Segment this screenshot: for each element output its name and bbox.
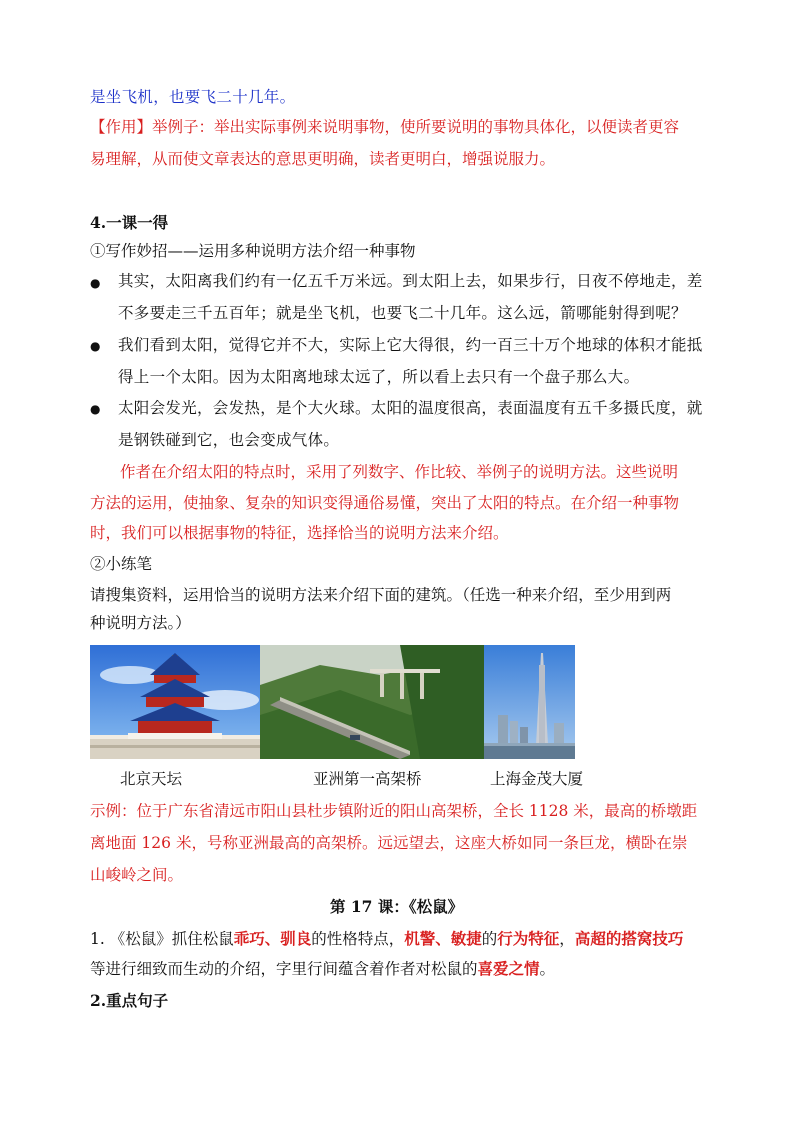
story-line: 是坐飞机，也要飞二十几年。	[90, 88, 296, 106]
bullet-2-line-2: 得上一个太阳。因为太阳离地球太远了，所以看上去只有一个盘子那么大。	[118, 368, 640, 386]
bullet-icon: ●	[90, 402, 101, 416]
lesson-para-line-1	[90, 928, 683, 950]
bullet-1-line-1: 其实，太阳离我们约有一亿五千万米远。到太阳上去，如果步行，日夜不停地走，差	[118, 272, 703, 290]
task-line-2: 种说明方法。）	[90, 614, 191, 632]
highlight-nesting: 高超的搭窝技巧	[574, 929, 684, 948]
lesson-para-line-2	[90, 958, 555, 980]
para-text: 的	[481, 930, 498, 948]
subheading-writing-tip: ①写作妙招——运用多种说明方法介绍一种事物	[90, 242, 416, 260]
bullet-icon: ●	[90, 276, 101, 290]
analysis-line-3: 时，我们可以根据事物的特征，选择恰当的说明方法来介绍。	[90, 524, 509, 542]
caption-jinmao-tower: 上海金茂大厦	[490, 770, 584, 788]
example-line-2: 离地面 126 米，号称亚洲最高的高架桥。远远望去，这座大桥如同一条巨龙，横卧在崇	[90, 834, 688, 852]
example-line-3: 山峻岭之间。	[90, 866, 184, 884]
subheading-practice: ②小练笔	[90, 555, 153, 573]
highlight-behavior: 行为特征	[497, 929, 560, 948]
bullet-3-line-1: 太阳会发光，会发热，是个大火球。太阳的温度很高，表面温度有五千多摄氏度，就	[118, 399, 703, 417]
para-text: ，	[559, 930, 575, 948]
bullet-3-line-2: 是钢铁碰到它，也会变成气体。	[118, 431, 340, 449]
temple-of-heaven-photo	[90, 645, 260, 759]
analysis-line-1: 作者在介绍太阳的特点时，采用了列数字、作比较、举例子的说明方法。这些说明	[120, 463, 679, 481]
para-text: 的性格特点，	[311, 930, 405, 948]
jinmao-tower-photo	[484, 645, 575, 759]
task-line-1: 请搜集资料，运用恰当的说明方法来介绍下面的建筑。（任选一种来介绍，至少用到两	[90, 586, 672, 604]
highlight-agility: 机警、敏捷	[404, 929, 482, 948]
effect-line-1	[90, 116, 679, 138]
key-sentences-heading: 2.重点句子	[90, 991, 169, 1010]
example-line-1: 示例：位于广东省清远市阳山县杜步镇附近的阳山高架桥，全长 1128 米，最高的桥墩距	[90, 802, 698, 820]
bullet-1-line-2: 不多要走三千五百年；就是坐飞机，也要飞二十几年。这么远，箭哪能射得到呢？	[118, 304, 687, 322]
lesson-title: 第 17 课：《松鼠》	[330, 897, 464, 916]
highlight-temperament: 乖巧、驯良	[233, 929, 312, 948]
analysis-line-2: 方法的运用，使抽象、复杂的知识变得通俗易懂，突出了太阳的特点。在介绍一种事物	[90, 494, 680, 512]
para-text: 1. 《松鼠》抓住松鼠	[90, 930, 234, 948]
caption-bridge: 亚洲第一高架桥	[313, 770, 422, 788]
para-text: 等进行细致而生动的介绍，字里行间蕴含着作者对松鼠的	[90, 960, 478, 978]
bullet-2-line-1: 我们看到太阳，觉得它并不大，实际上它大得很，约一百三十万个地球的体积才能抵	[118, 336, 703, 354]
highlight-affection: 喜爱之情	[477, 959, 540, 978]
bullet-icon: ●	[90, 339, 101, 353]
effect-text-1: 举例子：举出实际事例来说明事物，使所要说明的事物具体化，以便读者更容	[152, 118, 680, 136]
highway-bridge-photo	[260, 645, 484, 759]
effect-label: 【作用】	[90, 118, 153, 136]
section-heading: 4.一课一得	[90, 213, 169, 232]
effect-line-2: 易理解，从而使文章表达的意思更明确，读者更明白，增强说服力。	[90, 150, 556, 168]
para-text: 。	[539, 960, 556, 978]
caption-temple-of-heaven: 北京天坛	[120, 770, 183, 788]
